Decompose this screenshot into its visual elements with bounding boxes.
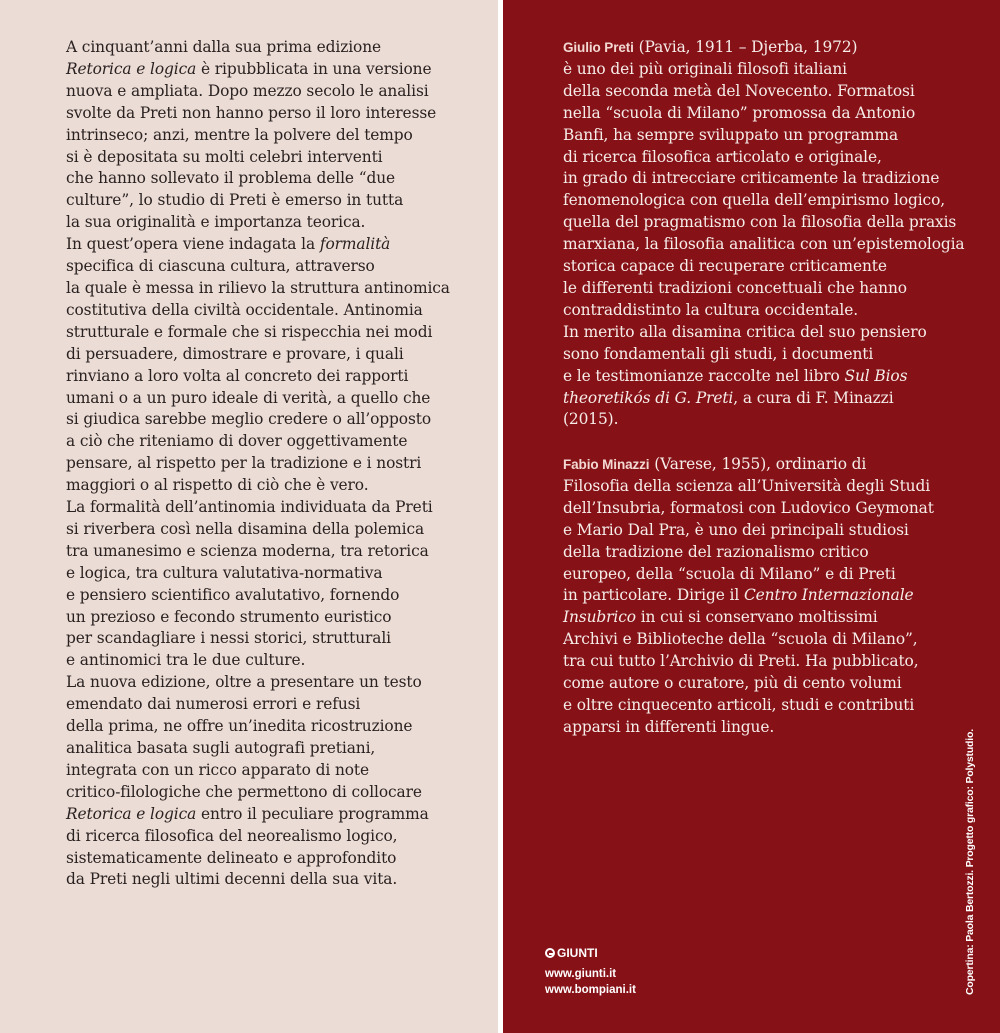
text-line <box>66 256 486 278</box>
text-line <box>66 716 486 738</box>
text-segment: nella “scuola di Milano” promossa da Antonio <box>563 103 916 122</box>
text-line <box>66 344 486 366</box>
text-line <box>66 607 486 629</box>
text-segment: sono fondamentali gli studi, i documenti <box>563 344 874 363</box>
person-name: Giulio Preti <box>563 40 634 55</box>
text-line <box>66 650 486 672</box>
text-segment: integrata con un ricco apparato di note <box>66 760 370 779</box>
text-line <box>563 278 993 300</box>
text-line <box>563 651 993 673</box>
text-line <box>66 782 486 804</box>
text-line <box>563 168 993 190</box>
italic-title: Insubrico <box>563 608 636 627</box>
text-segment: per scandagliare i nessi storici, strutturali <box>66 629 391 648</box>
text-segment: la quale è messa in rilievo la struttura antinomica <box>66 278 450 297</box>
text-segment: storica capace di recuperare criticamente <box>563 257 887 276</box>
text-line <box>66 475 486 497</box>
text-segment: strutturale e formale che si rispecchia nei modi <box>66 322 433 341</box>
text-segment: europeo, della “scuola di Milano” e di Preti <box>563 564 896 583</box>
italic-title: Sul Bios <box>844 366 908 385</box>
text-line <box>563 366 993 388</box>
text-line <box>66 869 486 891</box>
text-line <box>563 520 993 542</box>
text-segment: rinviano a loro volta al concreto dei rapporti <box>66 366 409 385</box>
author-bio-preti <box>563 37 993 431</box>
text-segment: (2015). <box>563 410 619 429</box>
text-segment: di ricerca filosofica articolato e originale, <box>563 147 882 166</box>
text-segment: contraddistinto la cultura occidentale. <box>563 300 859 319</box>
text-line <box>66 234 486 256</box>
text-line <box>66 453 486 475</box>
giunti-logo-icon <box>545 948 555 958</box>
cover-credits: Copertina: Paola Bertozzi. Progetto grafico: Polystudio. <box>964 729 976 995</box>
text-segment: è uno dei più originali filosofi italiani <box>563 59 848 78</box>
text-segment: le differenti tradizioni concettuali che hanno <box>563 278 907 297</box>
book-blurb <box>66 37 486 891</box>
text-line <box>66 738 486 760</box>
text-segment: La formalità dell’antinomia individuata da Preti <box>66 498 433 517</box>
text-segment: e le testimonianze raccolte nel libro <box>563 366 845 385</box>
text-line <box>563 695 993 717</box>
text-segment: entro il peculiare programma <box>196 804 429 823</box>
text-segment: , a cura di F. Minazzi <box>733 388 894 407</box>
text-line <box>66 147 486 169</box>
text-segment: si riverbera così nella disamina della polemica <box>66 519 425 538</box>
text-line <box>66 628 486 650</box>
text-line <box>66 278 486 300</box>
text-segment: apparsi in differenti lingue. <box>563 717 775 736</box>
text-line <box>66 59 486 81</box>
text-segment: in particolare. Dirige il <box>563 586 744 605</box>
text-segment: di ricerca filosofica del neorealismo logico, <box>66 826 398 845</box>
text-segment: e pensiero scientifico avalutativo, fornendo <box>66 585 400 604</box>
text-segment: In quest’opera viene indagata la <box>66 235 320 254</box>
text-line <box>66 519 486 541</box>
text-line <box>563 322 993 344</box>
text-line <box>563 190 993 212</box>
text-line <box>66 212 486 234</box>
text-segment: in cui si conservano moltissimi <box>635 608 878 627</box>
text-segment: è ripubblicata in una versione <box>196 59 432 78</box>
text-segment: sistematicamente delineato e approfondito <box>66 848 397 867</box>
text-segment: si è depositata su molti celebri interventi <box>66 147 383 166</box>
text-line <box>563 300 993 322</box>
text-segment: dell’Insubria, formatosi con Ludovico Geymonat <box>563 498 934 517</box>
text-segment: della seconda metà del Novecento. Formatosi <box>563 81 915 100</box>
text-line <box>66 168 486 190</box>
text-segment: si giudica sarebbe meglio credere o all’opposto <box>66 410 432 429</box>
text-line <box>66 37 486 59</box>
publisher-logo <box>545 946 598 960</box>
text-segment: tra cui tutto l’Archivio di Preti. Ha pubblicato, <box>563 652 919 671</box>
text-segment: analitica basata sugli autografi pretiani, <box>66 739 376 757</box>
text-line <box>563 629 993 651</box>
text-segment: della prima, ne offre un’inedita ricostruzione <box>66 717 413 736</box>
text-line <box>66 300 486 322</box>
text-line <box>563 585 993 607</box>
text-line <box>563 103 993 125</box>
text-line <box>66 125 486 147</box>
text-segment: della tradizione del razionalismo critico <box>563 542 869 561</box>
text-segment: marxiana, la filosofia analitica con un’epistemologia <box>563 235 965 254</box>
text-line <box>66 388 486 410</box>
text-segment: fenomenologica con quella dell’empirismo logico, <box>563 191 946 210</box>
text-segment: nuova e ampliata. Dopo mezzo secolo le analisi <box>66 81 429 100</box>
website-giunti: www.giunti.it <box>545 968 617 980</box>
text-line <box>66 848 486 870</box>
italic-title: Retorica e logica <box>66 804 197 823</box>
text-line <box>66 826 486 848</box>
text-segment: Banfi, ha sempre sviluppato un programma <box>563 125 899 144</box>
italic-title: theoretikós di G. Preti <box>563 388 734 407</box>
text-line <box>66 694 486 716</box>
text-line <box>563 256 993 278</box>
text-line <box>66 585 486 607</box>
text-segment: la sua originalità e importanza teorica. <box>66 213 366 232</box>
text-line <box>563 409 993 431</box>
italic-title: Centro Internazionale <box>743 586 914 605</box>
text-segment: umani o a un puro ideale di verità, a quello che <box>66 388 431 407</box>
text-line <box>563 234 993 256</box>
italic-title: formalità <box>319 235 391 254</box>
text-line <box>66 760 486 782</box>
text-line <box>563 81 993 103</box>
text-line <box>66 497 486 519</box>
text-segment: di persuadere, dimostrare e provare, i quali <box>66 344 404 363</box>
text-segment: e oltre cinquecento articoli, studi e contributi <box>563 695 915 714</box>
text-segment: un prezioso e fecondo strumento euristico <box>66 607 392 626</box>
text-segment: e logica, tra cultura valutativa-normativa <box>66 563 383 582</box>
text-line <box>563 388 993 410</box>
person-name: Fabio Minazzi <box>563 457 650 472</box>
text-line <box>563 125 993 147</box>
text-segment: svolte da Preti non hanno perso il loro interesse <box>66 103 437 122</box>
text-line <box>563 542 993 564</box>
text-segment: pensare, al rispetto per la tradizione e i nostri <box>66 454 422 473</box>
text-segment: Archivi e Biblioteche della “scuola di Milano”, <box>563 630 918 649</box>
text-segment: intrinseco; anzi, mentre la polvere del tempo <box>66 125 413 144</box>
text-line <box>563 37 993 59</box>
text-segment: Filosofia della scienza all’Università degli Studi <box>563 476 931 495</box>
text-segment: culture”, lo studio di Preti è emerso in tutta <box>66 191 404 210</box>
text-segment: che hanno sollevato il problema delle “due <box>66 169 396 188</box>
text-line <box>66 409 486 431</box>
text-line <box>66 541 486 563</box>
text-segment: critico-filologiche che permettono di collocare <box>66 782 422 801</box>
text-line <box>66 431 486 453</box>
text-segment: (Pavia, 1911 – Djerba, 1972) <box>633 38 858 56</box>
text-line <box>563 673 993 695</box>
text-segment: in grado di intrecciare criticamente la tradizione <box>563 169 940 188</box>
text-line <box>563 147 993 169</box>
text-line <box>563 564 993 586</box>
text-segment: e Mario Dal Pra, è uno dei principali studiosi <box>563 520 909 539</box>
text-segment: costitutiva della civiltà occidentale. Antinomia <box>66 300 423 319</box>
text-segment: In merito alla disamina critica del suo pensiero <box>563 322 927 341</box>
text-line <box>66 190 486 212</box>
text-segment: specifica di ciascuna cultura, attraverso <box>66 257 375 276</box>
text-line <box>66 563 486 585</box>
text-line <box>563 454 993 476</box>
text-line <box>66 804 486 826</box>
text-line <box>563 212 993 234</box>
text-segment: come autore o curatore, più di cento volumi <box>563 674 902 693</box>
text-segment: e antinomici tra le due culture. <box>66 651 306 670</box>
text-line <box>66 366 486 388</box>
text-line <box>66 322 486 344</box>
editor-bio-minazzi <box>563 454 993 739</box>
text-segment: tra umanesimo e scienza moderna, tra retorica <box>66 541 429 560</box>
text-segment: a ciò che riteniamo di dover oggettivamente <box>66 432 408 451</box>
text-line <box>563 476 993 498</box>
italic-title: Retorica e logica <box>66 59 197 78</box>
text-segment: A cinquant’anni dalla sua prima edizione <box>66 38 382 56</box>
text-line <box>563 717 993 739</box>
text-line <box>563 59 993 81</box>
publisher-logo-text: GIUNTI <box>557 946 598 960</box>
text-line <box>563 498 993 520</box>
website-bompiani: www.bompiani.it <box>545 984 636 996</box>
text-line <box>563 607 993 629</box>
text-segment: quella del pragmatismo con la filosofia della praxis <box>563 213 957 232</box>
text-line <box>66 672 486 694</box>
text-line <box>66 103 486 125</box>
text-line <box>563 344 993 366</box>
text-segment: emendato dai numerosi errori e refusi <box>66 695 361 714</box>
text-line <box>66 81 486 103</box>
text-segment: da Preti negli ultimi decenni della sua vita. <box>66 870 398 889</box>
text-segment: maggiori o al rispetto di ciò che è vero. <box>66 476 369 495</box>
text-segment: La nuova edizione, oltre a presentare un testo <box>66 673 422 692</box>
text-segment: (Varese, 1955), ordinario di <box>649 455 867 473</box>
